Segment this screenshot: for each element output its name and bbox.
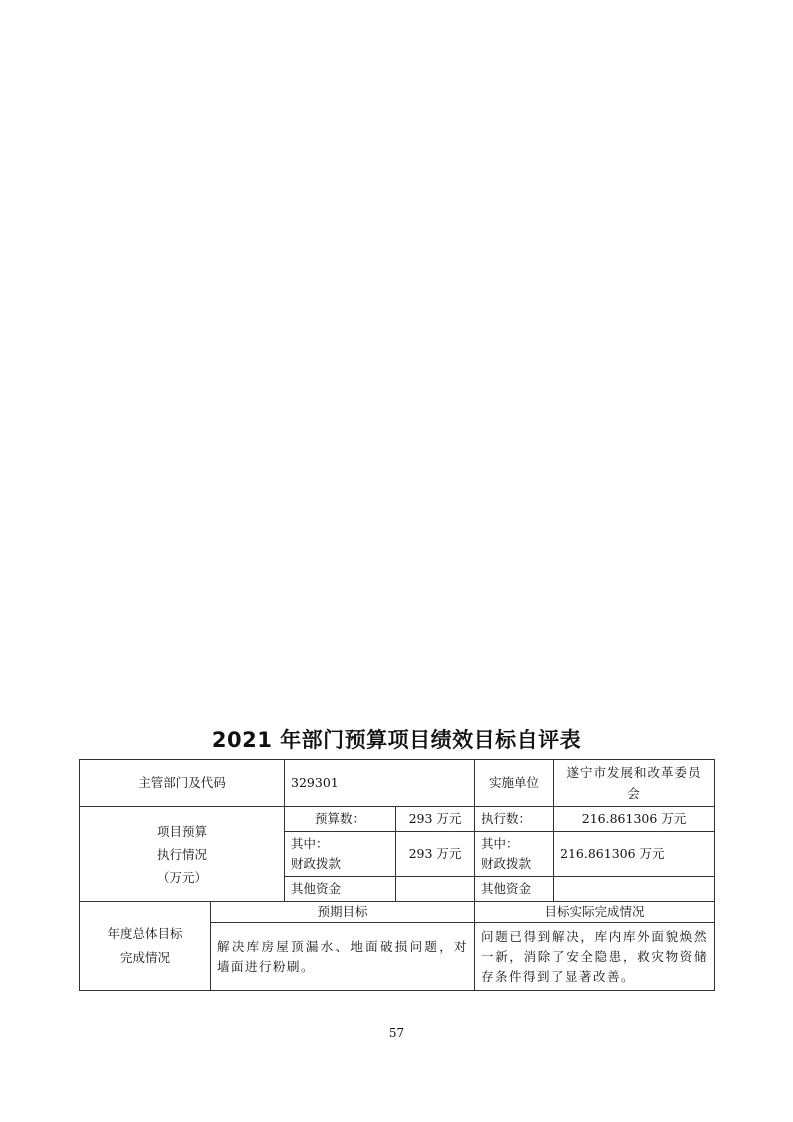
expected-text: 解决库房屋顶漏水、地面破损问题，对墙面进行粉刷。 xyxy=(211,923,475,991)
expected-header: 预期目标 xyxy=(211,902,475,923)
goal-label: 年度总体目标 完成情况 xyxy=(80,902,211,991)
evaluation-table xyxy=(79,759,715,991)
budget-count-label: 预算数： xyxy=(285,807,396,832)
other-label: 其他资金 xyxy=(285,877,396,902)
exec-count-value: 216.861306 万元 xyxy=(554,807,715,832)
exec-count-label: 执行数： xyxy=(475,807,554,832)
other-exec-label: 其他资金 xyxy=(475,877,554,902)
other-budget-value xyxy=(396,877,475,902)
unit-label: 实施单位 xyxy=(475,760,554,807)
table-row xyxy=(80,807,715,832)
fiscal-label: 其中： 财政拨款 xyxy=(285,832,396,877)
fiscal-exec-label: 其中： 财政拨款 xyxy=(475,832,554,877)
dept-code: 329301 xyxy=(285,760,475,807)
actual-header: 目标实际完成情况 xyxy=(475,902,715,923)
fiscal-exec-value: 216.861306 万元 xyxy=(554,832,715,877)
table-row xyxy=(80,902,715,923)
other-exec-value xyxy=(554,877,715,902)
fiscal-budget-value: 293 万元 xyxy=(396,832,475,877)
budget-label: 项目预算 执行情况 （万元） xyxy=(80,807,285,902)
table-row xyxy=(80,760,715,807)
dept-label: 主管部门及代码 xyxy=(80,760,285,807)
actual-text: 问题已得到解决，库内库外面貌焕然一新，消除了安全隐患，救灾物资储存条件得到了显著改善。 xyxy=(475,923,715,991)
page-title: 2021 年部门预算项目绩效目标自评表 xyxy=(211,728,582,752)
unit-value: 遂宁市发展和改革委员会 xyxy=(554,760,715,807)
budget-count-value: 293 万元 xyxy=(396,807,475,832)
page-number: 57 xyxy=(388,1026,405,1040)
